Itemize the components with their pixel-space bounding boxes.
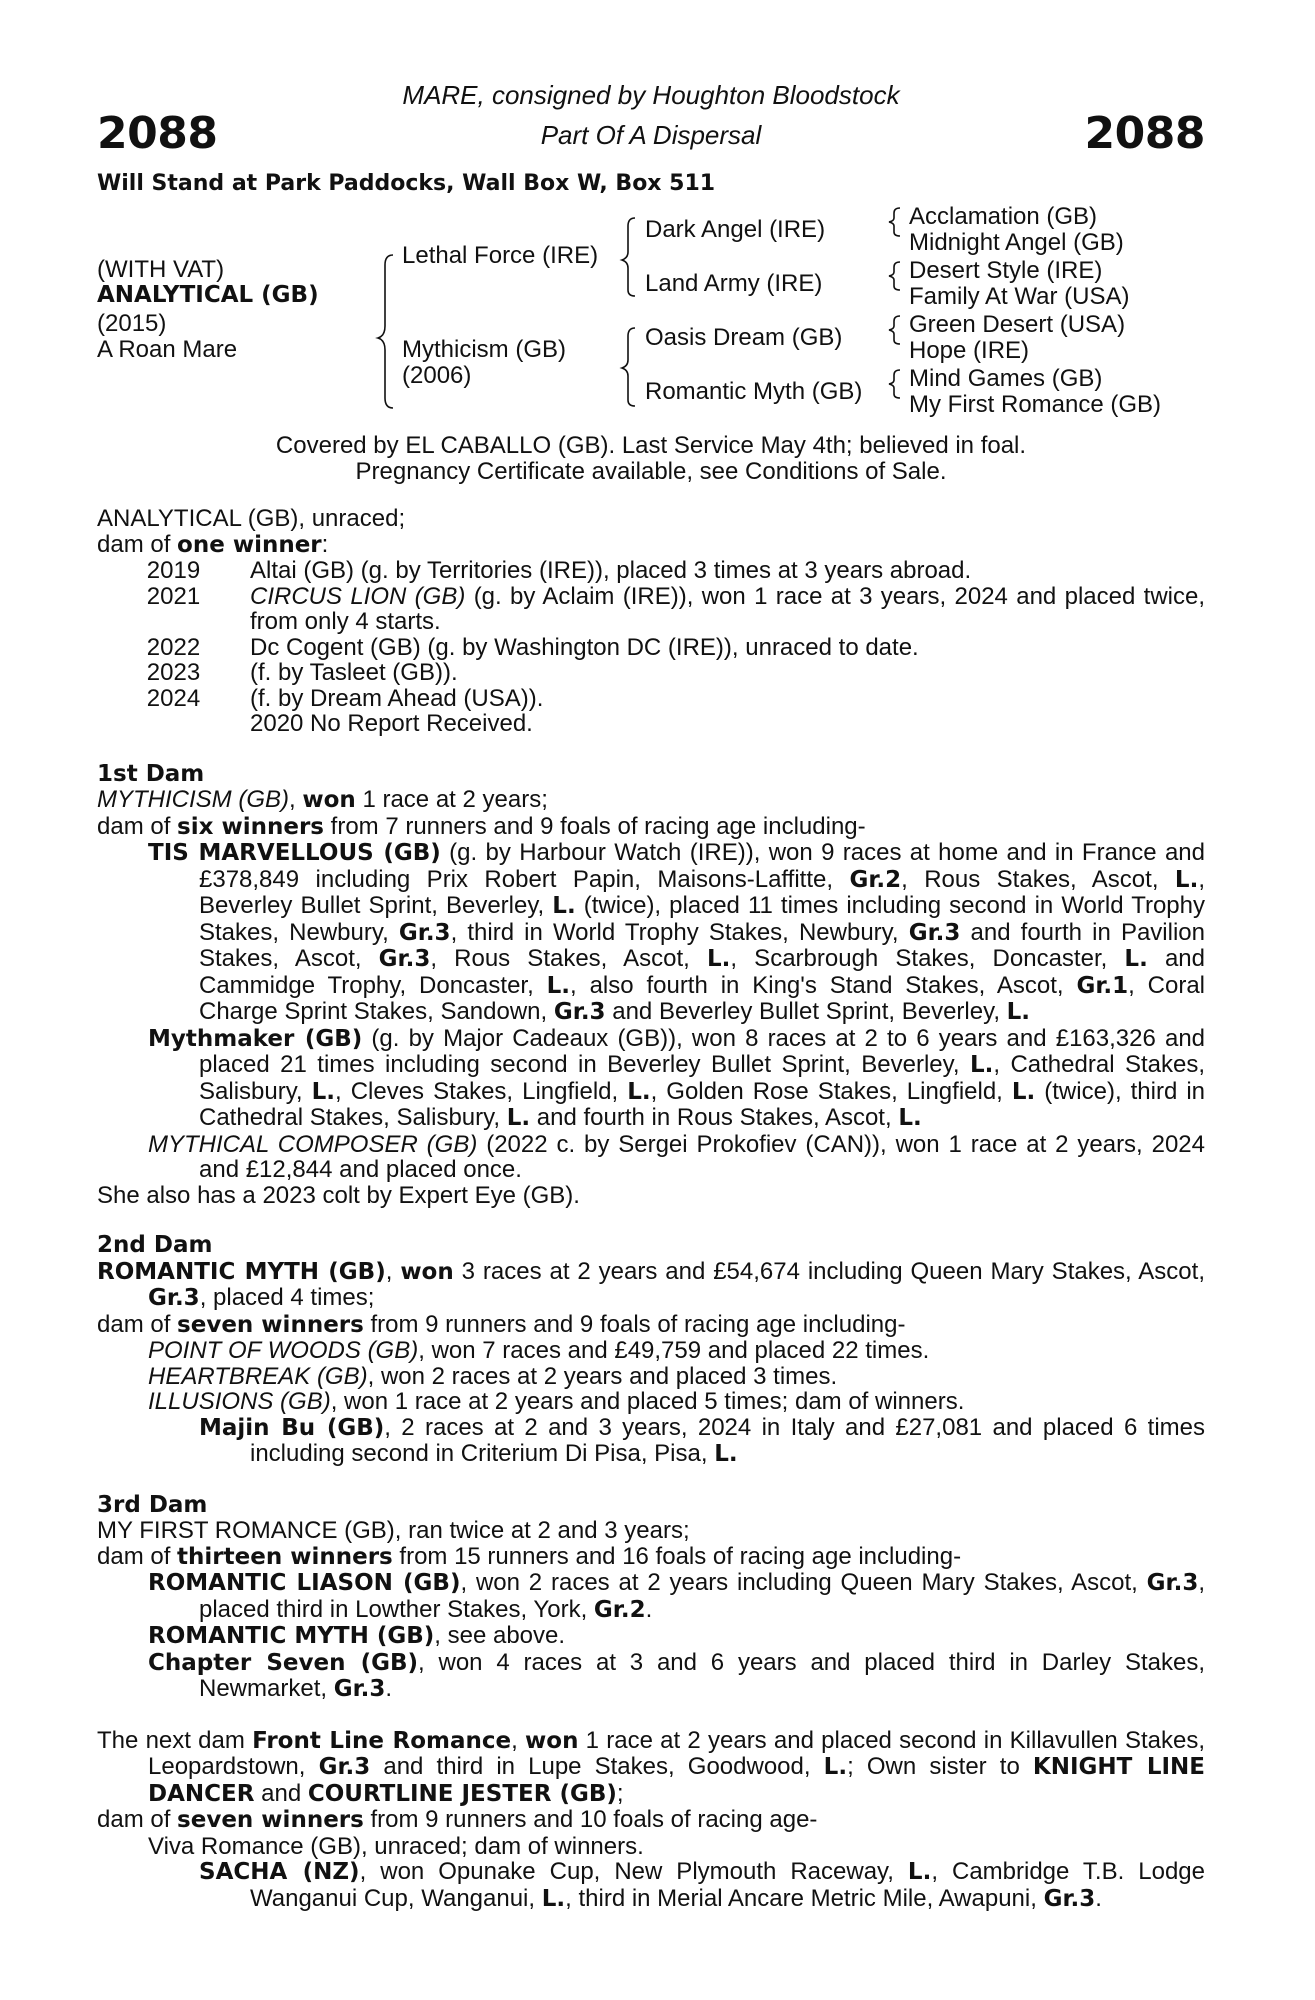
produce-desc: CIRCUS LION (GB) (g. by Aclaim (IRE)), won 1 race at 3 years, 2024 and placed twice, from only 4 starts. bbox=[250, 582, 1206, 635]
catalogue-body bbox=[97, 506, 1205, 1912]
progeny-tis-marvellous: TIS MARVELLOUS (GB) (g. by Harbour Watch (IRE)), won 9 races at home and in France and £378,849 including Prix Robert Papin, Maisons-Laffitte, Gr.2, Rous Stakes, Ascot, L., Beverley Bullet Sprint, Beverley, L. (twice), placed 11 times including second in World Trophy Stakes, Newbury, Gr.3, third in World Trophy Stakes, Newbury, Gr.3 and fourth in Pavilion Stakes, Ascot, Gr.3, Rous Stakes, Ascot, L., Scarbrough Stakes, Doncaster, L. and Cammidge Trophy, Doncaster, L., also fourth in King's Stand Stakes, Ascot, Gr.1, Coral Charge Sprint Stakes, Sandown, Gr.3 and Beverley Bullet Sprint, Beverley, L. bbox=[148, 839, 1206, 1025]
produce-year: 2023 bbox=[146, 659, 201, 686]
brace-ggp-4 bbox=[889, 370, 900, 398]
first-dam-also: She also has a 2023 colt by Expert Eye (GB). bbox=[97, 1181, 580, 1209]
sire: Lethal Force (IRE) bbox=[402, 242, 599, 269]
produce-desc: Dc Cogent (GB) (g. by Washington DC (IRE)), unraced to date. bbox=[250, 633, 919, 661]
progeny-viva-romance: Viva Romance (GB), unraced; dam of winners. bbox=[148, 1832, 644, 1860]
first-dam-dam-of: dam of six winners from 7 runners and 9 foals of racing age including- bbox=[97, 812, 866, 840]
progeny-romantic-liason: ROMANTIC LIASON (GB), won 2 races at 2 years including Queen Mary Stakes, Ascot, Gr.3, placed third in Lowther Stakes, York, Gr.2. bbox=[148, 1569, 1206, 1623]
produce-desc: 2020 No Report Received. bbox=[250, 710, 533, 737]
produce-list bbox=[97, 558, 1205, 737]
vat-label: (WITH VAT) bbox=[97, 256, 225, 283]
progeny-sacha: SACHA (NZ), won Opunake Cup, New Plymouth Raceway, L., Cambridge T.B. Lodge Wanganui Cup, Wanganui, L., third in Merial Ancare Metric Mile, Awapuni, Gr.3. bbox=[199, 1858, 1205, 1912]
horse-description: A Roan Mare bbox=[97, 336, 238, 363]
brace-dam-parents bbox=[622, 328, 635, 406]
ggp-1: Acclamation (GB) bbox=[909, 203, 1098, 230]
next-dam-dam-of: dam of seven winners from 9 runners and 10 foals of racing age- bbox=[97, 1806, 818, 1833]
ggp-6: Hope (IRE) bbox=[909, 337, 1030, 364]
pregnancy-line: Pregnancy Certificate available, see Conditions of Sale. bbox=[355, 458, 947, 485]
ggp-4: Family At War (USA) bbox=[909, 283, 1130, 310]
produce-year bbox=[97, 711, 250, 737]
progeny-illusions: ILLUSIONS (GB), won 1 race at 2 years and placed 5 times; dam of winners. bbox=[148, 1388, 965, 1415]
produce-year: 2022 bbox=[146, 633, 201, 661]
brace-ggp-3 bbox=[889, 316, 900, 344]
progeny-chapter-seven: Chapter Seven (GB), won 4 races at 3 and 6 years and placed third in Darley Stakes, Newmarket, Gr.3. bbox=[148, 1648, 1205, 1702]
dispersal-line: Part Of A Dispersal bbox=[540, 120, 762, 150]
dam: Mythicism (GB) bbox=[402, 336, 566, 363]
progeny-romantic-myth: ROMANTIC MYTH (GB), see above. bbox=[148, 1622, 566, 1649]
brace-sire-parents bbox=[622, 218, 635, 296]
ggp-7: Mind Games (GB) bbox=[909, 365, 1103, 392]
covered-line: Covered by EL CABALLO (GB). Last Service May 4th; believed in foal. bbox=[275, 432, 1027, 459]
first-dam-heading: 1st Dam bbox=[97, 760, 205, 787]
third-dam-line: MY FIRST ROMANCE (GB), ran twice at 2 and 3 years; bbox=[97, 1517, 690, 1544]
horse-year: (2015) bbox=[97, 310, 167, 337]
brace-ggp-2 bbox=[889, 262, 900, 290]
produce-intro: ANALYTICAL (GB), unraced; bbox=[97, 505, 406, 532]
progeny-point-of-woods: POINT OF WOODS (GB), won 7 races and £49,759 and placed 22 times. bbox=[148, 1337, 930, 1364]
second-dam-heading: 2nd Dam bbox=[97, 1232, 213, 1258]
produce-desc: (f. by Tasleet (GB)). bbox=[250, 659, 458, 686]
location-line: Will Stand at Park Paddocks, Wall Box W, Box 511 bbox=[97, 171, 716, 196]
lot-number-right: 2088 bbox=[1084, 108, 1205, 159]
progeny-mythmaker: Mythmaker (GB) (g. by Major Cadeaux (GB)), won 8 races at 2 to 6 years and £163,326 and placed 21 times including second in Beverley Bullet Sprint, Beverley, L., Cathedral Stakes, Salisbury, L., Cleves Stakes, Lingfield, L., Golden Rose Stakes, Lingfield, L. (twice), third in Cathedral Stakes, Salisbury, L. and fourth in Rous Stakes, Ascot, L. bbox=[148, 1024, 1206, 1131]
pedigree-braces bbox=[97, 0, 1205, 430]
next-dam-line: The next dam Front Line Romance, won 1 race at 2 years and placed second in Killavullen Stakes, Leopardstown, Gr.3 and third in Lupe Stakes, Goodwood, L.; Own sister to KNIGHT LINE DANCER and COURTLINE JESTER (GB); bbox=[97, 1726, 1205, 1807]
produce-year: 2019 bbox=[146, 557, 201, 584]
progeny-mythical-composer: MYTHICAL COMPOSER (GB) (2022 c. by Sergei Prokofiev (CAN)), won 1 race at 2 years, 2024 and £12,844 and placed once. bbox=[148, 1130, 1205, 1183]
ggp-3: Desert Style (IRE) bbox=[909, 257, 1103, 284]
catalogue-page bbox=[97, 0, 1205, 2000]
produce-desc: Altai (GB) (g. by Territories (IRE)), placed 3 times at 3 years abroad. bbox=[250, 557, 972, 584]
dam-dam: Romantic Myth (GB) bbox=[645, 378, 863, 405]
produce-desc: (f. by Dream Ahead (USA)). bbox=[250, 684, 544, 712]
progeny-majin-bu: Majin Bu (GB), 2 races at 2 and 3 years, 2024 in Italy and £27,081 and placed 6 times including second in Criterium Di Pisa, Pisa, L. bbox=[199, 1413, 1205, 1467]
lot-number-left: 2088 bbox=[97, 108, 218, 159]
ggp-5: Green Desert (USA) bbox=[909, 311, 1126, 338]
sire-sire: Dark Angel (IRE) bbox=[645, 216, 826, 243]
dam-sire: Oasis Dream (GB) bbox=[645, 324, 843, 351]
produce-year: 2024 bbox=[146, 684, 201, 712]
progeny-heartbreak: HEARTBREAK (GB), won 2 races at 2 years and placed 3 times. bbox=[148, 1362, 838, 1390]
ggp-8: My First Romance (GB) bbox=[909, 391, 1162, 418]
third-dam-dam-of: dam of thirteen winners from 15 runners and 16 foals of racing age including- bbox=[97, 1542, 962, 1570]
third-dam-heading: 3rd Dam bbox=[97, 1491, 208, 1518]
ggp-2: Midnight Angel (GB) bbox=[909, 229, 1124, 256]
produce-year: 2021 bbox=[146, 582, 201, 610]
second-dam-line: ROMANTIC MYTH (GB), won 3 races at 2 years and £54,674 including Queen Mary Stakes, Ascot, Gr.3, placed 4 times; bbox=[97, 1257, 1205, 1311]
first-dam-line: MYTHICISM (GB), won 1 race at 2 years; bbox=[97, 786, 548, 813]
second-dam-dam-of: dam of seven winners from 9 runners and 9 foals of racing age including- bbox=[97, 1310, 906, 1338]
horse-name: ANALYTICAL (GB) bbox=[97, 282, 319, 308]
brace-ggp-1 bbox=[889, 208, 900, 236]
sire-dam: Land Army (IRE) bbox=[645, 270, 823, 297]
dam-year: (2006) bbox=[402, 362, 472, 389]
produce-dam-of: dam of one winner: bbox=[97, 530, 329, 558]
brace-parents bbox=[378, 255, 393, 408]
consignor-line: MARE, consigned by Houghton Bloodstock bbox=[402, 80, 900, 110]
